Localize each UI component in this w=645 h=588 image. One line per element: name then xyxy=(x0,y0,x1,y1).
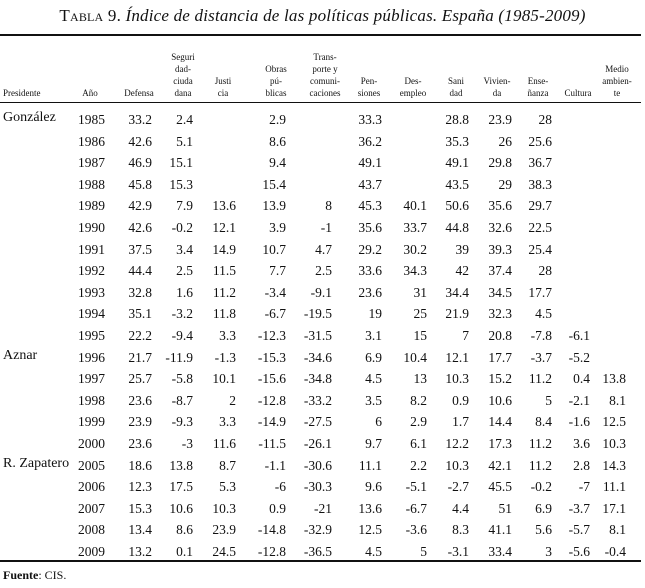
value-cell: 8.6 xyxy=(176,522,193,538)
value-cell: 5 xyxy=(420,544,427,559)
column-header: Justi cia xyxy=(214,76,232,98)
column-header: Pen- siones xyxy=(357,76,381,98)
value-cell: 37.5 xyxy=(128,241,152,257)
value-cell: 14.3 xyxy=(602,457,626,473)
value-cell: 5 xyxy=(545,392,552,408)
value-cell: 0.9 xyxy=(269,500,286,516)
source-label: Fuente xyxy=(3,568,39,582)
value-cell: 50.6 xyxy=(445,198,469,214)
value-cell: 21.9 xyxy=(445,306,469,322)
value-cell: 3 xyxy=(545,544,552,559)
column-header: Año xyxy=(82,88,98,98)
value-cell: 42 xyxy=(455,263,469,279)
value-cell: 36.2 xyxy=(358,133,382,149)
year-cell: 1990 xyxy=(78,220,105,235)
value-cell: 3.3 xyxy=(219,328,236,343)
value-cell: 25.6 xyxy=(528,133,552,149)
value-cell: 17.1 xyxy=(602,500,626,516)
value-cell: 29.2 xyxy=(358,241,382,257)
year-cell: 1995 xyxy=(78,328,105,343)
value-cell: 6.9 xyxy=(535,500,552,516)
value-cell: -9.3 xyxy=(171,414,193,430)
value-cell: 10.3 xyxy=(602,436,626,451)
value-cell: 3.1 xyxy=(365,328,382,343)
top-rule xyxy=(0,34,641,36)
value-cell: 29 xyxy=(498,176,512,192)
value-cell: 37.4 xyxy=(488,263,512,279)
value-cell: 44.8 xyxy=(445,220,469,235)
value-cell: 13.8 xyxy=(602,371,626,387)
value-cell: -2.7 xyxy=(447,479,469,495)
president-name: Aznar xyxy=(3,347,38,363)
value-cell: -34.6 xyxy=(303,349,332,365)
column-header: Vivien- da xyxy=(483,76,511,98)
value-cell: 22.5 xyxy=(528,220,552,235)
year-cell: 1999 xyxy=(78,414,105,430)
value-cell: 4.5 xyxy=(365,371,382,387)
year-cell: 1988 xyxy=(78,176,105,192)
value-cell: 35.6 xyxy=(488,198,512,214)
value-cell: 33.4 xyxy=(488,544,512,559)
value-cell: 10.1 xyxy=(212,371,236,387)
year-cell: 2005 xyxy=(78,457,105,473)
value-cell: -1.3 xyxy=(214,349,236,365)
value-cell: 28 xyxy=(538,112,552,127)
value-cell: -33.2 xyxy=(303,392,332,408)
value-cell: 2.4 xyxy=(176,112,193,127)
value-cell: 4.4 xyxy=(452,500,469,516)
column-header: Presidente xyxy=(3,88,41,98)
column-header: Medio ambien- te xyxy=(602,64,632,98)
value-cell: 5.6 xyxy=(535,522,552,538)
value-cell: 13.8 xyxy=(169,457,193,473)
value-cell: 3.3 xyxy=(219,414,236,430)
value-cell: -12.8 xyxy=(257,544,286,559)
column-header: Defensa xyxy=(124,88,154,98)
value-cell: 18.6 xyxy=(128,457,152,473)
value-cell: 17.3 xyxy=(488,436,512,451)
value-cell: 23.9 xyxy=(488,112,512,127)
table-title xyxy=(0,6,645,26)
year-cell: 1991 xyxy=(78,241,105,257)
value-cell: 45.3 xyxy=(358,198,382,214)
value-cell: -5.7 xyxy=(568,522,590,538)
value-cell: -34.8 xyxy=(303,371,332,387)
value-cell: -5.1 xyxy=(405,479,427,495)
value-cell: -14.9 xyxy=(257,414,286,430)
year-cell: 2006 xyxy=(78,479,105,495)
value-cell: 8.4 xyxy=(535,414,552,430)
value-cell: 34.4 xyxy=(445,284,469,300)
value-cell: 10.3 xyxy=(445,371,469,387)
value-cell: -1.6 xyxy=(568,414,590,430)
value-cell: 13.6 xyxy=(358,500,382,516)
value-cell: -3.7 xyxy=(530,349,552,365)
value-cell: 23.6 xyxy=(358,284,382,300)
value-cell: 35.6 xyxy=(358,220,382,235)
value-cell: 2.9 xyxy=(410,414,427,430)
year-cell: 1994 xyxy=(78,306,105,322)
value-cell: 7 xyxy=(462,328,469,343)
value-cell: 15.1 xyxy=(169,155,193,171)
year-cell: 1987 xyxy=(78,155,105,171)
value-cell: 8.3 xyxy=(452,522,469,538)
value-cell: 1.6 xyxy=(176,284,193,300)
value-cell: 42.9 xyxy=(128,198,152,214)
value-cell: 0.9 xyxy=(452,392,469,408)
value-cell: 38.3 xyxy=(528,176,552,192)
value-cell: 45.8 xyxy=(128,176,152,192)
value-cell: 17.5 xyxy=(169,479,193,495)
value-cell: 11.5 xyxy=(212,263,236,279)
value-cell: 51 xyxy=(498,500,512,516)
value-cell: 34.5 xyxy=(488,284,512,300)
value-cell: 11.8 xyxy=(212,306,236,322)
value-cell: -9.4 xyxy=(171,328,193,343)
value-cell: 13.4 xyxy=(128,522,152,538)
year-cell: 1992 xyxy=(78,263,105,279)
value-cell: -1 xyxy=(320,220,332,235)
value-cell: 12.1 xyxy=(445,349,469,365)
value-cell: 23.9 xyxy=(128,414,152,430)
value-cell: 15.3 xyxy=(128,500,152,516)
value-cell: 43.5 xyxy=(445,176,469,192)
value-cell: 2.8 xyxy=(573,457,590,473)
value-cell: 5.3 xyxy=(219,479,236,495)
value-cell: 8.7 xyxy=(219,457,236,473)
value-cell: 31 xyxy=(413,284,427,300)
value-cell: -15.3 xyxy=(257,349,286,365)
value-cell: 15.2 xyxy=(488,371,512,387)
value-cell: -5.6 xyxy=(568,544,590,559)
value-cell: -15.6 xyxy=(257,371,286,387)
value-cell: 11.2 xyxy=(528,371,552,387)
value-cell: 24.5 xyxy=(212,544,236,559)
value-cell: 25.7 xyxy=(128,371,152,387)
value-cell: 0.1 xyxy=(176,544,193,559)
bottom-rule xyxy=(0,560,641,562)
value-cell: 15.3 xyxy=(169,176,193,192)
column-header: Trans- porte y comuni- caciones xyxy=(309,52,341,98)
value-cell: 19 xyxy=(368,306,382,322)
value-cell: -3.2 xyxy=(171,306,193,322)
value-cell: -6.7 xyxy=(405,500,427,516)
value-cell: -26.1 xyxy=(303,436,332,451)
value-cell: 9.7 xyxy=(365,436,382,451)
value-cell: 25.4 xyxy=(528,241,552,257)
value-cell: -6.1 xyxy=(568,328,590,343)
value-cell: -14.8 xyxy=(257,522,286,538)
value-cell: 8.1 xyxy=(609,392,626,408)
value-cell: 2.5 xyxy=(176,263,193,279)
value-cell: 28 xyxy=(538,263,552,279)
value-cell: 26 xyxy=(498,133,512,149)
value-cell: -8.7 xyxy=(171,392,193,408)
value-cell: -19.5 xyxy=(303,306,332,322)
value-cell: 11.2 xyxy=(528,436,552,451)
column-header: Sani dad xyxy=(447,76,464,98)
year-cell: 1996 xyxy=(78,349,105,365)
value-cell: 12.5 xyxy=(602,414,626,430)
value-cell: 11.1 xyxy=(358,457,382,473)
value-cell: 35.1 xyxy=(128,306,152,322)
value-cell: -31.5 xyxy=(303,328,332,343)
value-cell: -30.6 xyxy=(303,457,332,473)
value-cell: 20.8 xyxy=(488,328,512,343)
year-cell: 1998 xyxy=(78,392,105,408)
value-cell: -1.1 xyxy=(264,457,286,473)
value-cell: 1.7 xyxy=(452,414,469,430)
value-cell: 32.8 xyxy=(128,284,152,300)
year-cell: 1993 xyxy=(78,284,105,300)
value-cell: 49.1 xyxy=(358,155,382,171)
value-cell: 7.7 xyxy=(269,263,286,279)
value-cell: 10.3 xyxy=(445,457,469,473)
value-cell: 35.3 xyxy=(445,133,469,149)
president-name: R. Zapatero xyxy=(3,455,70,471)
value-cell: 30.2 xyxy=(403,241,427,257)
value-cell: 44.4 xyxy=(128,263,152,279)
value-cell: -2.1 xyxy=(568,392,590,408)
value-cell: -0.4 xyxy=(604,544,626,559)
president-name: González xyxy=(3,110,56,125)
value-cell: -3.6 xyxy=(405,522,427,538)
value-cell: 12.1 xyxy=(212,220,236,235)
value-cell: -11.5 xyxy=(258,436,286,451)
year-cell: 1989 xyxy=(78,198,105,214)
value-cell: 6.9 xyxy=(365,349,382,365)
column-header: Des- empleo xyxy=(399,76,427,98)
column-header: Ense- ñanza xyxy=(527,76,549,98)
value-cell: 11.1 xyxy=(602,479,626,495)
value-cell: 10.3 xyxy=(212,500,236,516)
value-cell: 3.5 xyxy=(365,392,382,408)
value-cell: 14.4 xyxy=(488,414,512,430)
value-cell: 11.2 xyxy=(212,284,236,300)
value-cell: 33.2 xyxy=(128,112,152,127)
value-cell: -27.5 xyxy=(303,414,332,430)
value-cell: 2.5 xyxy=(315,263,332,279)
value-cell: 42.6 xyxy=(128,133,152,149)
value-cell: -30.3 xyxy=(303,479,332,495)
value-cell: -9.1 xyxy=(310,284,332,300)
value-cell: 7.9 xyxy=(176,198,193,214)
value-cell: 29.8 xyxy=(488,155,512,171)
value-cell: 4.7 xyxy=(315,241,332,257)
value-cell: -6 xyxy=(274,479,286,495)
value-cell: -11.9 xyxy=(165,349,193,365)
value-cell: 2.2 xyxy=(410,457,427,473)
value-cell: 13.6 xyxy=(212,198,236,214)
value-cell: 9.4 xyxy=(269,155,286,171)
value-cell: 2 xyxy=(229,392,236,408)
value-cell: -0.2 xyxy=(171,220,193,235)
header-rule xyxy=(0,102,641,103)
value-cell: 17.7 xyxy=(488,349,512,365)
value-cell: 25 xyxy=(413,306,427,322)
value-cell: 32.6 xyxy=(488,220,512,235)
value-cell: 3.6 xyxy=(573,436,590,451)
value-cell: 33.3 xyxy=(358,112,382,127)
value-cell: 12.3 xyxy=(128,479,152,495)
value-cell: -7.8 xyxy=(530,328,552,343)
value-cell: 40.1 xyxy=(403,198,427,214)
value-cell: 13 xyxy=(413,371,427,387)
value-cell: -3.4 xyxy=(264,284,286,300)
value-cell: 8.6 xyxy=(269,133,286,149)
value-cell: -5.8 xyxy=(171,371,193,387)
value-cell: 34.3 xyxy=(403,263,427,279)
value-cell: 8.2 xyxy=(410,392,427,408)
year-cell: 2007 xyxy=(78,500,105,516)
value-cell: 46.9 xyxy=(128,155,152,171)
column-header: Cultura xyxy=(564,88,592,98)
value-cell: 9.6 xyxy=(365,479,382,495)
value-cell: 13.9 xyxy=(262,198,286,214)
value-cell: 29.7 xyxy=(528,198,552,214)
value-cell: 49.1 xyxy=(445,155,469,171)
value-cell: 4.5 xyxy=(535,306,552,322)
value-cell: 11.6 xyxy=(212,436,236,451)
value-cell: 0.4 xyxy=(573,371,590,387)
value-cell: 45.5 xyxy=(488,479,512,495)
value-cell: 10.7 xyxy=(262,241,286,257)
value-cell: 15 xyxy=(413,328,427,343)
value-cell: 23.6 xyxy=(128,436,152,451)
value-cell: -3 xyxy=(181,436,193,451)
column-header: Seguri dad- ciuda dana xyxy=(171,52,195,98)
year-cell: 2000 xyxy=(78,436,105,451)
value-cell: 8 xyxy=(325,198,332,214)
source-text: : CIS. xyxy=(38,568,67,582)
value-cell: 28.8 xyxy=(445,112,469,127)
value-cell: -7 xyxy=(578,479,590,495)
value-cell: -0.2 xyxy=(530,479,552,495)
value-cell: 8.1 xyxy=(609,522,626,538)
value-cell: 5.1 xyxy=(176,133,193,149)
value-cell: 42.1 xyxy=(488,457,512,473)
value-cell: 6 xyxy=(375,414,382,430)
value-cell: 3.4 xyxy=(176,241,193,257)
value-cell: -5.2 xyxy=(568,349,590,365)
value-cell: 17.7 xyxy=(528,284,552,300)
value-cell: 6.1 xyxy=(410,436,427,451)
value-cell: 12.2 xyxy=(445,436,469,451)
value-cell: 14.9 xyxy=(212,241,236,257)
value-cell: 42.6 xyxy=(128,220,152,235)
value-cell: -3.1 xyxy=(447,544,469,559)
year-cell: 1985 xyxy=(78,112,105,127)
table-number: Tabla 9. xyxy=(59,6,122,25)
value-cell: -21 xyxy=(314,500,332,516)
value-cell: 43.7 xyxy=(358,176,382,192)
year-cell: 2009 xyxy=(78,544,105,559)
value-cell: 21.7 xyxy=(128,349,152,365)
table-caption: Índice de distancia de las políticas públicas. España (1985-2009) xyxy=(125,6,586,25)
value-cell: 23.9 xyxy=(212,522,236,538)
value-cell: 32.3 xyxy=(488,306,512,322)
source-note xyxy=(3,568,66,583)
value-cell: -3.7 xyxy=(568,500,590,516)
value-cell: 4.5 xyxy=(365,544,382,559)
value-cell: 39 xyxy=(455,241,469,257)
year-cell: 1997 xyxy=(78,371,105,387)
value-cell: -6.7 xyxy=(264,306,286,322)
value-cell: 11.2 xyxy=(528,457,552,473)
value-cell: -12.3 xyxy=(257,328,286,343)
value-cell: 3.9 xyxy=(269,220,286,235)
value-cell: 23.6 xyxy=(128,392,152,408)
year-cell: 2008 xyxy=(78,522,105,538)
column-header: Obras pú- blicas xyxy=(265,64,287,98)
value-cell: 33.7 xyxy=(403,220,427,235)
value-cell: 2.9 xyxy=(269,112,286,127)
value-cell: 36.7 xyxy=(528,155,552,171)
value-cell: -12.8 xyxy=(257,392,286,408)
value-cell: 13.2 xyxy=(128,544,152,559)
value-cell: -36.5 xyxy=(303,544,332,559)
value-cell: -32.9 xyxy=(303,522,332,538)
value-cell: 39.3 xyxy=(488,241,512,257)
year-cell: 1986 xyxy=(78,133,105,149)
value-cell: 22.2 xyxy=(128,328,152,343)
value-cell: 10.6 xyxy=(169,500,193,516)
value-cell: 33.6 xyxy=(358,263,382,279)
value-cell: 10.4 xyxy=(403,349,427,365)
value-cell: 41.1 xyxy=(488,522,512,538)
value-cell: 12.5 xyxy=(358,522,382,538)
value-cell: 10.6 xyxy=(488,392,512,408)
value-cell: 15.4 xyxy=(262,176,286,192)
